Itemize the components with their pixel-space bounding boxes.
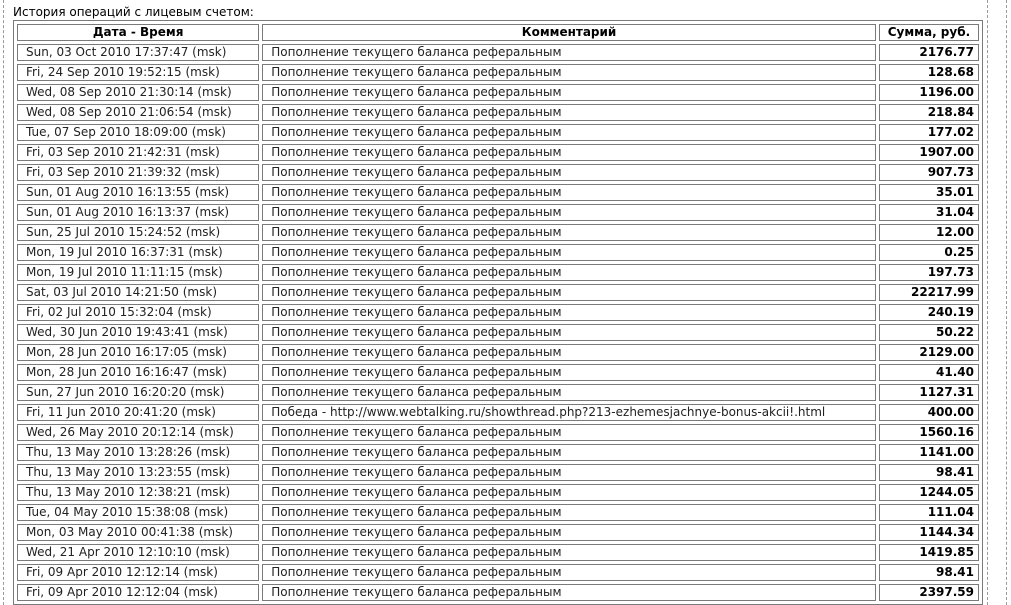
cell-date: Mon, 03 May 2010 00:41:38 (msk) — [17, 524, 259, 541]
table-row — [17, 164, 979, 181]
table-body — [17, 44, 979, 601]
table-row — [17, 564, 979, 581]
cell-date: Mon, 19 Jul 2010 11:11:15 (msk) — [17, 264, 259, 281]
history-caption: История операций с лицевым счетом: — [13, 5, 254, 19]
table-row — [17, 304, 979, 321]
cell-comment: Пополнение текущего баланса реферальным — [262, 64, 876, 81]
cell-date: Tue, 04 May 2010 15:38:08 (msk) — [17, 504, 259, 521]
table-row — [17, 84, 979, 101]
cell-sum: 1141.00 — [879, 444, 979, 461]
cell-sum: 41.40 — [879, 364, 979, 381]
cell-date: Wed, 26 May 2010 20:12:14 (msk) — [17, 424, 259, 441]
cell-comment: Пополнение текущего баланса реферальным — [262, 84, 876, 101]
cell-comment: Пополнение текущего баланса реферальным — [262, 144, 876, 161]
cell-comment: Пополнение текущего баланса реферальным — [262, 424, 876, 441]
table-row — [17, 444, 979, 461]
cell-sum: 50.22 — [879, 324, 979, 341]
cell-sum: 1560.16 — [879, 424, 979, 441]
cell-comment: Пополнение текущего баланса реферальным — [262, 524, 876, 541]
cell-sum: 1419.85 — [879, 544, 979, 561]
cell-date: Wed, 08 Sep 2010 21:30:14 (msk) — [17, 84, 259, 101]
cell-date: Wed, 08 Sep 2010 21:06:54 (msk) — [17, 104, 259, 121]
cell-comment: Пополнение текущего баланса реферальным — [262, 484, 876, 501]
table-row — [17, 324, 979, 341]
cell-sum: 111.04 — [879, 504, 979, 521]
cell-date: Wed, 21 Apr 2010 12:10:10 (msk) — [17, 544, 259, 561]
cell-date: Mon, 28 Jun 2010 16:16:47 (msk) — [17, 364, 259, 381]
table-row — [17, 184, 979, 201]
cell-sum: 98.41 — [879, 564, 979, 581]
cell-date: Thu, 13 May 2010 12:38:21 (msk) — [17, 484, 259, 501]
cell-comment: Пополнение текущего баланса реферальным — [262, 284, 876, 301]
table-row — [17, 144, 979, 161]
operations-history-table — [13, 20, 983, 605]
cell-date: Sun, 25 Jul 2010 15:24:52 (msk) — [17, 224, 259, 241]
cell-sum: 31.04 — [879, 204, 979, 221]
cell-comment: Пополнение текущего баланса реферальным — [262, 264, 876, 281]
cell-comment: Пополнение текущего баланса реферальным — [262, 224, 876, 241]
table-row — [17, 224, 979, 241]
cell-date: Fri, 09 Apr 2010 12:12:14 (msk) — [17, 564, 259, 581]
cell-comment: Пополнение текущего баланса реферальным — [262, 444, 876, 461]
cell-sum: 2129.00 — [879, 344, 979, 361]
cell-sum: 2397.59 — [879, 584, 979, 601]
cell-date: Sun, 01 Aug 2010 16:13:37 (msk) — [17, 204, 259, 221]
table-row — [17, 524, 979, 541]
cell-sum: 400.00 — [879, 404, 979, 421]
cell-sum: 197.73 — [879, 264, 979, 281]
table-row — [17, 44, 979, 61]
cell-comment: Пополнение текущего баланса реферальным — [262, 164, 876, 181]
cell-comment: Пополнение текущего баланса реферальным — [262, 584, 876, 601]
header-date-time: Дата - Время — [17, 24, 259, 41]
header-comment: Комментарий — [262, 24, 876, 41]
cell-sum: 98.41 — [879, 464, 979, 481]
cell-date: Fri, 03 Sep 2010 21:42:31 (msk) — [17, 144, 259, 161]
table-row — [17, 104, 979, 121]
cell-date: Mon, 28 Jun 2010 16:17:05 (msk) — [17, 344, 259, 361]
table-row — [17, 64, 979, 81]
cell-comment: Пополнение текущего баланса реферальным — [262, 184, 876, 201]
cell-comment: Пополнение текущего баланса реферальным — [262, 204, 876, 221]
cell-comment: Пополнение текущего баланса реферальным — [262, 384, 876, 401]
cell-date: Fri, 24 Sep 2010 19:52:15 (msk) — [17, 64, 259, 81]
cell-date: Fri, 02 Jul 2010 15:32:04 (msk) — [17, 304, 259, 321]
cell-comment: Пополнение текущего баланса реферальным — [262, 544, 876, 561]
cell-sum: 0.25 — [879, 244, 979, 261]
cell-sum: 218.84 — [879, 104, 979, 121]
cell-sum: 1244.05 — [879, 484, 979, 501]
cell-comment: Пополнение текущего баланса реферальным — [262, 504, 876, 521]
table-row — [17, 124, 979, 141]
cell-sum: 177.02 — [879, 124, 979, 141]
cell-sum: 1127.31 — [879, 384, 979, 401]
table-row — [17, 384, 979, 401]
cell-date: Sun, 03 Oct 2010 17:37:47 (msk) — [17, 44, 259, 61]
cell-date: Sat, 03 Jul 2010 14:21:50 (msk) — [17, 284, 259, 301]
cell-date: Thu, 13 May 2010 13:23:55 (msk) — [17, 464, 259, 481]
table-header-row — [17, 24, 979, 41]
cell-sum: 12.00 — [879, 224, 979, 241]
cell-sum: 1144.34 — [879, 524, 979, 541]
cell-sum: 1196.00 — [879, 84, 979, 101]
table-row — [17, 364, 979, 381]
table-row — [17, 424, 979, 441]
table-row — [17, 484, 979, 501]
cell-sum: 907.73 — [879, 164, 979, 181]
cell-sum: 240.19 — [879, 304, 979, 321]
cell-comment: Пополнение текущего баланса реферальным — [262, 464, 876, 481]
cell-comment: Победа - http://www.webtalking.ru/showthread.php?213-ezhemesjachnye-bonus-akcii!.html — [262, 404, 876, 421]
table-row — [17, 264, 979, 281]
cell-sum: 2176.77 — [879, 44, 979, 61]
cell-comment: Пополнение текущего баланса реферальным — [262, 564, 876, 581]
cell-comment: Пополнение текущего баланса реферальным — [262, 364, 876, 381]
table-row — [17, 404, 979, 421]
cell-comment: Пополнение текущего баланса реферальным — [262, 324, 876, 341]
table-row — [17, 344, 979, 361]
cell-sum: 22217.99 — [879, 284, 979, 301]
cell-date: Wed, 30 Jun 2010 19:43:41 (msk) — [17, 324, 259, 341]
cell-date: Fri, 09 Apr 2010 12:12:04 (msk) — [17, 584, 259, 601]
cell-comment: Пополнение текущего баланса реферальным — [262, 244, 876, 261]
cell-date: Fri, 11 Jun 2010 20:41:20 (msk) — [17, 404, 259, 421]
scroll-edge-dashed-border — [1006, 0, 1007, 605]
table-row — [17, 464, 979, 481]
left-dashed-border — [3, 0, 4, 605]
table-row — [17, 244, 979, 261]
cell-comment: Пополнение текущего баланса реферальным — [262, 344, 876, 361]
header-sum: Сумма, руб. — [879, 24, 979, 41]
cell-date: Tue, 07 Sep 2010 18:09:00 (msk) — [17, 124, 259, 141]
cell-date: Sun, 01 Aug 2010 16:13:55 (msk) — [17, 184, 259, 201]
cell-sum: 35.01 — [879, 184, 979, 201]
cell-comment: Пополнение текущего баланса реферальным — [262, 304, 876, 321]
table-row — [17, 284, 979, 301]
table-row — [17, 584, 979, 601]
cell-sum: 128.68 — [879, 64, 979, 81]
table-row — [17, 504, 979, 521]
cell-sum: 1907.00 — [879, 144, 979, 161]
cell-date: Mon, 19 Jul 2010 16:37:31 (msk) — [17, 244, 259, 261]
cell-comment: Пополнение текущего баланса реферальным — [262, 104, 876, 121]
cell-date: Sun, 27 Jun 2010 16:20:20 (msk) — [17, 384, 259, 401]
table-row — [17, 544, 979, 561]
cell-date: Fri, 03 Sep 2010 21:39:32 (msk) — [17, 164, 259, 181]
cell-comment: Пополнение текущего баланса реферальным — [262, 44, 876, 61]
cell-comment: Пополнение текущего баланса реферальным — [262, 124, 876, 141]
cell-date: Thu, 13 May 2010 13:28:26 (msk) — [17, 444, 259, 461]
table-row — [17, 204, 979, 221]
right-dashed-border — [987, 0, 988, 605]
